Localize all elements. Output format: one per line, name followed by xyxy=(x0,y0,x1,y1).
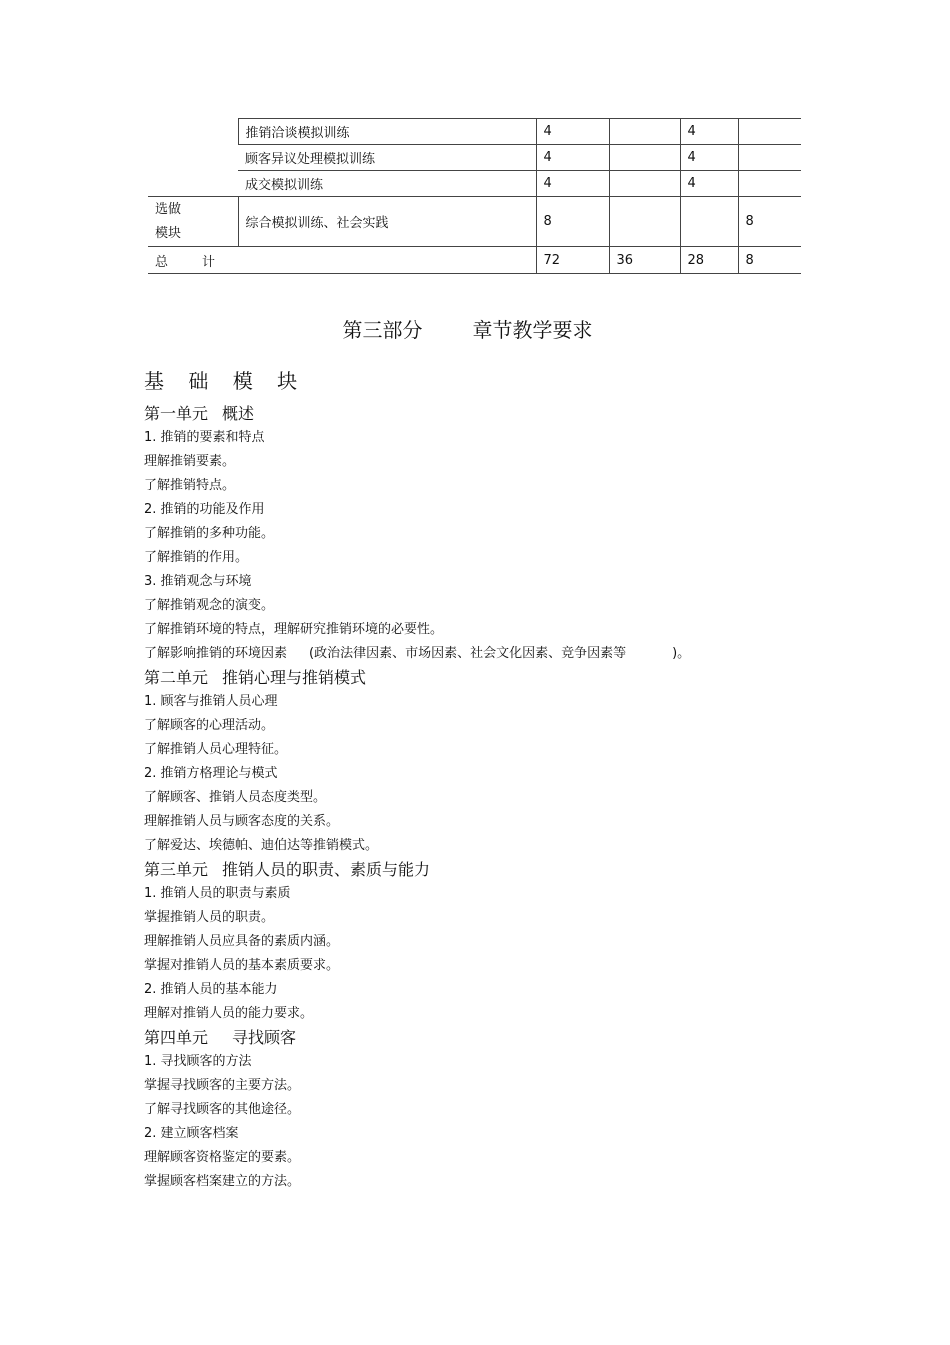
section-title: 2. 推销的功能及作用 xyxy=(144,502,265,517)
total-cell: 28 xyxy=(680,247,738,274)
section-title: 1. 推销的要素和特点 xyxy=(144,430,265,445)
hours-cell xyxy=(609,171,680,197)
total-label-a: 总 xyxy=(155,254,169,270)
item-cell: 成交模拟训练 xyxy=(238,171,536,197)
table-row-optional xyxy=(148,197,801,247)
extra-c: )。 xyxy=(672,646,691,661)
requirement-line: 了解推销的多种功能。 xyxy=(144,526,275,541)
unit-heading xyxy=(144,1026,844,1050)
unit-name: 寻找顾客 xyxy=(232,1028,297,1047)
hours-cell: 4 xyxy=(680,171,738,197)
requirement-line xyxy=(144,642,844,666)
total-label xyxy=(148,247,536,274)
total-cell: 36 xyxy=(609,247,680,274)
hours-cell: 8 xyxy=(536,197,609,247)
unit-heading xyxy=(144,666,844,690)
table-row xyxy=(148,171,801,197)
requirement-line: 了解推销的作用。 xyxy=(144,550,249,565)
unit-number: 第四单元 xyxy=(144,1028,209,1047)
table-row xyxy=(148,145,801,171)
requirement-line: 理解推销人员与顾客态度的关系。 xyxy=(144,814,340,829)
requirement-line: 了解推销人员心理特征。 xyxy=(144,742,288,757)
hours-cell: 8 xyxy=(738,197,801,247)
total-cell: 8 xyxy=(738,247,801,274)
requirement-line: 理解推销人员应具备的素质内涵。 xyxy=(144,934,340,949)
hours-cell xyxy=(738,171,801,197)
hours-cell xyxy=(738,119,801,145)
requirement-line: 理解顾客资格鉴定的要素。 xyxy=(144,1150,301,1165)
item-cell: 综合模拟训练、社会实践 xyxy=(238,197,536,247)
hours-cell xyxy=(609,119,680,145)
hours-cell: 4 xyxy=(680,145,738,171)
requirement-line: 了解爱达、埃德帕、迪伯达等推销模式。 xyxy=(144,838,379,853)
module-cell xyxy=(148,119,238,197)
unit-number: 第一单元 xyxy=(144,404,209,423)
total-label-b: 计 xyxy=(202,254,216,270)
course-hours-table xyxy=(148,118,801,274)
extra-a: 了解影响推销的环境因素 xyxy=(144,646,288,661)
optional-label-line2: 模块 xyxy=(155,225,182,241)
unit-name: 推销心理与推销模式 xyxy=(222,668,367,687)
unit-name: 推销人员的职责、素质与能力 xyxy=(222,860,431,879)
part-number: 第三部分 xyxy=(342,318,423,342)
unit-heading xyxy=(144,858,844,882)
requirement-line: 了解推销观念的演变。 xyxy=(144,598,275,613)
item-cell: 顾客异议处理模拟训练 xyxy=(238,145,536,171)
requirement-line: 理解推销要素。 xyxy=(144,454,236,469)
section-title: 2. 推销方格理论与模式 xyxy=(144,766,278,781)
table-row xyxy=(148,119,801,145)
part-name: 章节教学要求 xyxy=(472,318,593,342)
requirement-line: 理解对推销人员的能力要求。 xyxy=(144,1006,314,1021)
requirement-line: 了解寻找顾客的其他途径。 xyxy=(144,1102,301,1117)
part-title xyxy=(0,314,935,343)
section-title: 1. 推销人员的职责与素质 xyxy=(144,886,291,901)
hours-cell xyxy=(680,197,738,247)
unit-number: 第三单元 xyxy=(144,860,209,879)
optional-label-line1: 选做 xyxy=(155,201,182,217)
section-title: 2. 建立顾客档案 xyxy=(144,1126,239,1141)
unit-name: 概述 xyxy=(222,404,255,423)
requirement-line: 掌握对推销人员的基本素质要求。 xyxy=(144,958,340,973)
hours-cell: 4 xyxy=(536,171,609,197)
requirement-line: 了解推销环境的特点，理解研究推销环境的必要性。 xyxy=(144,622,444,637)
requirement-line: 了解顾客的心理活动。 xyxy=(144,718,275,733)
table-row-total xyxy=(148,247,801,274)
extra-b: (政治法律因素、市场因素、社会文化因素、竞争因素等 xyxy=(309,646,627,661)
hours-cell xyxy=(609,145,680,171)
requirement-line: 掌握推销人员的职责。 xyxy=(144,910,275,925)
item-cell: 推销洽谈模拟训练 xyxy=(238,119,536,145)
section-title: 2. 推销人员的基本能力 xyxy=(144,982,278,997)
unit-number: 第二单元 xyxy=(144,668,209,687)
optional-module-label xyxy=(148,197,238,247)
section-title: 3. 推销观念与环境 xyxy=(144,574,252,589)
requirement-line: 掌握顾客档案建立的方法。 xyxy=(144,1174,301,1189)
requirement-line: 掌握寻找顾客的主要方法。 xyxy=(144,1078,301,1093)
unit-heading xyxy=(144,402,844,426)
hours-cell: 4 xyxy=(536,119,609,145)
requirement-line: 了解顾客、推销人员态度类型。 xyxy=(144,790,327,805)
requirement-line: 了解推销特点。 xyxy=(144,478,236,493)
hours-cell: 4 xyxy=(536,145,609,171)
total-cell: 72 xyxy=(536,247,609,274)
module-title: 基 础 模 块 xyxy=(144,369,307,393)
section-title: 1. 顾客与推销人员心理 xyxy=(144,694,278,709)
chapter-requirements xyxy=(144,402,844,1194)
hours-cell xyxy=(609,197,680,247)
section-title: 1. 寻找顾客的方法 xyxy=(144,1054,252,1069)
hours-cell xyxy=(738,145,801,171)
hours-cell: 4 xyxy=(680,119,738,145)
